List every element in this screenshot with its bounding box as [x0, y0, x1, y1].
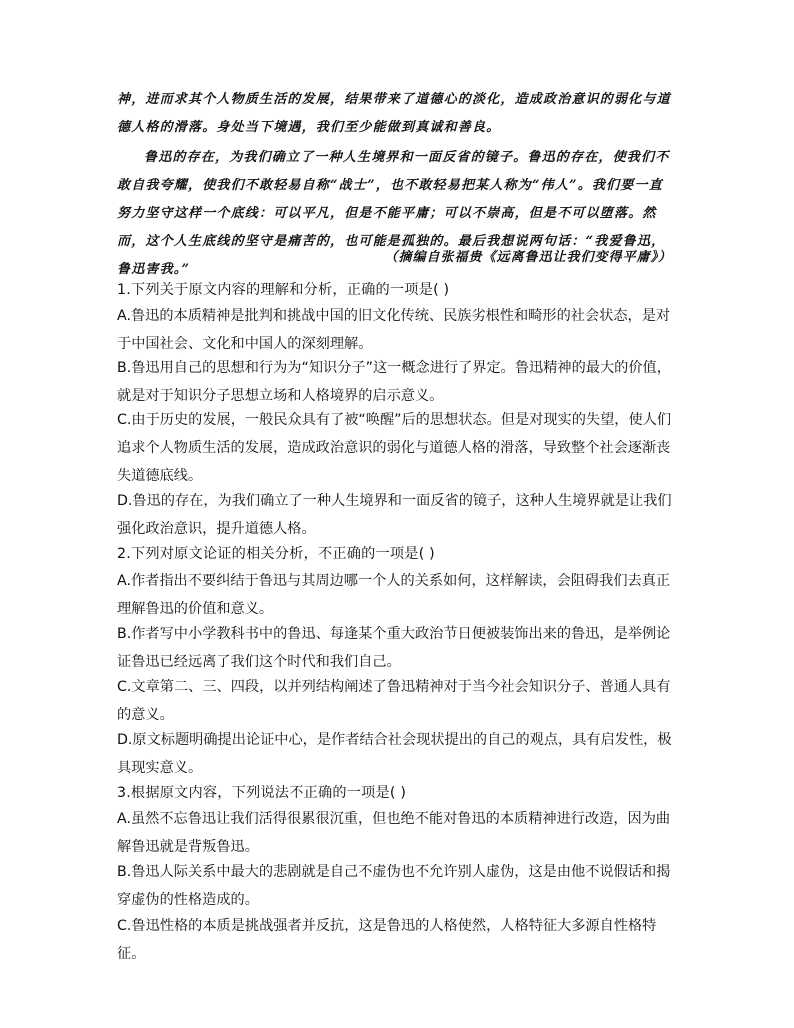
- question-3-option-a: A.虽然不忘鲁迅让我们活得很累很沉重，但也绝不能对鲁迅的本质精神进行改造，因为曲解鲁迅就是背叛鲁迅。: [117, 811, 671, 855]
- question-2-option-d: D.原文标题明确提出论证中心，是作者结合社会现状提出的自己的观点，具有启发性，极具现实意义。: [117, 732, 672, 776]
- question-2-option-c: C.文章第二、三、四段，以并列结构阐述了鲁迅精神对于当今社会知识分子、普通人具有的意义。: [117, 679, 671, 723]
- passage-paragraph-2: 鲁迅的存在，为我们确立了一种人生境界和一面反省的镜子。鲁迅的存在，使我们不敢自我夸耀，使我们不敢轻易自称“战士”，也不敢轻易把某人称为“伟人”。我们要一直努力坚守这样一个底线：可以平凡，但是不能平庸；可以不崇高，但是不可以堕落。然而，这个人生底线的坚守是痛苦的，也可能是孤独的。最后我想说两句话：“我爱鲁迅，鲁迅害我。”: [117, 150, 670, 277]
- question-2-option-a: A.作者指出不要纠结于鲁迅与其周边哪一个人的关系如何，这样解读，会阻碍我们去真正理解鲁迅的价值和意义。: [117, 573, 671, 617]
- passage-paragraph-1: 神，进而求其个人物质生活的发展，结果带来了道德心的淡化，造成政治意识的弱化与道德人格的滑落。身处当下境遇，我们至少能做到真诚和善良。: [117, 92, 671, 135]
- question-3-option-c: C.鲁迅性格的本质是挑战强者并反抗，这是鲁迅的人格使然，人格特征大多源自性格特征。: [117, 918, 657, 962]
- question-3-stem: 3.根据原文内容，下列说法不正确的一项是( ): [117, 785, 407, 801]
- question-1-option-a: A.鲁迅的本质精神是批判和挑战中国的旧文化传统、民族劣根性和畸形的社会状态，是对于中国社会、文化和中国人的深刻理解。: [117, 308, 671, 352]
- question-3-option-b: B.鲁迅人际关系中最大的悲剧就是自己不虚伪也不允许别人虚伪，这是由他不说假话和揭穿虚伪的性格造成的。: [117, 864, 671, 908]
- question-2-option-b: B.作者写中小学教科书中的鲁迅、每逢某个重大政治节日便被装饰出来的鲁迅，是举例论证鲁迅已经远离了我们这个时代和我们自己。: [117, 626, 671, 670]
- question-1-option-d: D.鲁迅的存在，为我们确立了一种人生境界和一面反省的镜子，这种人生境界就是让我们强化政治意识，提升道德人格。: [117, 493, 672, 537]
- question-2-stem: 2.下列对原文论证的相关分析，不正确的一项是( ): [117, 546, 435, 562]
- passage-source: （摘编自张福贵《远离鲁迅让我们变得平庸》）: [384, 250, 672, 265]
- question-1-option-c: C.由于历史的发展，一般民众具有了被“唤醒”后的思想状态。但是对现实的失望，使人们追求个人物质生活的发展，造成政治意识的弱化与道德人格的滑落，导致整个社会逐渐丧失道德底线。: [117, 412, 672, 484]
- question-1-stem: 1.下列关于原文内容的理解和分析，正确的一项是( ): [117, 282, 450, 298]
- question-1-option-b: B.鲁迅用自己的思想和行为为“知识分子”这一概念进行了界定。鲁迅精神的最大的价值，就是对于知识分子思想立场和人格境界的启示意义。: [117, 360, 671, 404]
